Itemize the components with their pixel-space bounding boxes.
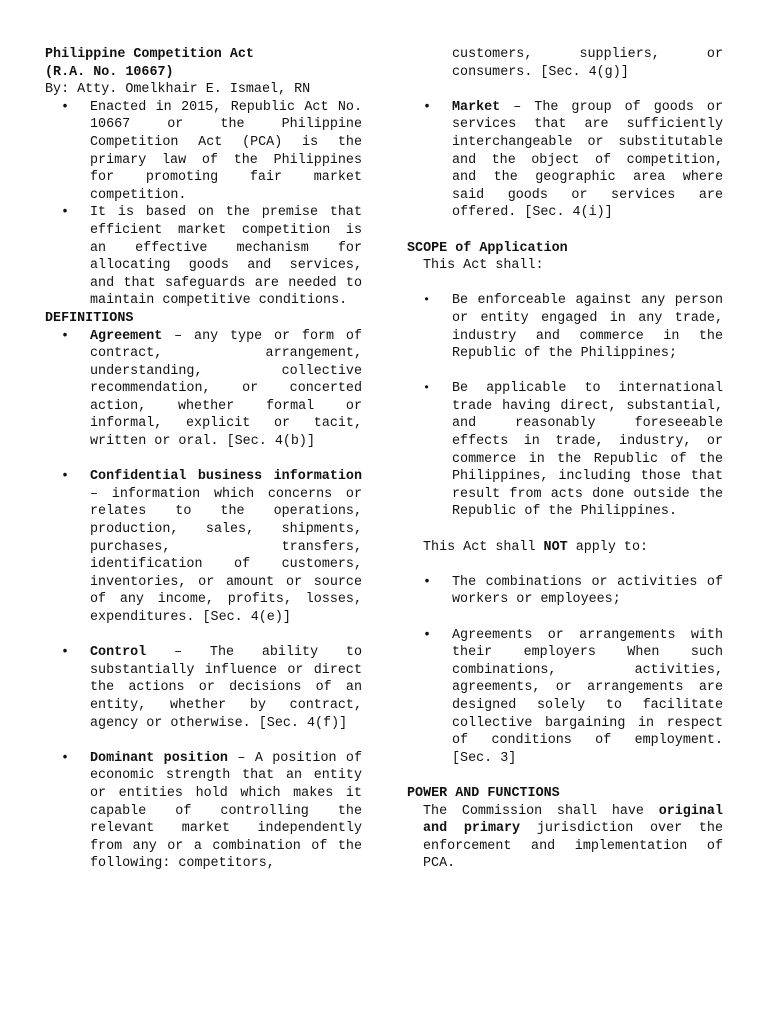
list-item: • Enacted in 2015, Republic Act No. 10667 or the Philippine Competition Act (PCA) is the primary law of the Philippines for promoting fair market competition.	[61, 99, 362, 203]
scope-intro: This Act shall:	[423, 258, 544, 274]
definition-text: – information which concerns or relates to the operations, production, sales, shipments, purchases, transfers, identification of customers, inventories, or amount or source of any income, profits, losses, expenditures. [Sec. 4(e)]	[90, 486, 362, 625]
bullet-icon: •	[423, 627, 432, 643]
scope-list	[407, 292, 723, 521]
bullet-icon: •	[61, 205, 70, 221]
left-column	[45, 46, 362, 873]
power-heading: POWER AND FUNCTIONS	[407, 785, 560, 801]
definition-text: – any type or form of contract, arrangement, understanding, collective recommendation, or concerted action, whether formal or informal, explicit or tacit, written or oral. [Sec. 4(b)]	[90, 328, 362, 450]
definition-term: Agreement	[90, 328, 163, 344]
definition-text: – The ability to substantially influence or direct the actions or decisions of an entity, whether by contract, agency or otherwise. [Sec. 4(f)]	[90, 645, 362, 731]
definition-market	[407, 99, 723, 222]
right-column	[407, 46, 723, 873]
intro-list	[45, 99, 362, 310]
definition-dominant-position	[45, 750, 362, 873]
definition-control	[45, 644, 362, 732]
definitions-list	[45, 328, 362, 873]
list-item: • Be applicable to international trade having direct, substantial, and reasonably foreseeable effects in trade, industry, or commerce in the Republic of the Philippines, including those that result from acts done outside the Republic of the Philippines.	[423, 381, 723, 520]
definition-term: Market	[452, 99, 501, 115]
bullet-icon: •	[423, 381, 431, 396]
list-item: • Be enforceable against any person or entity engaged in any trade, industry and commerce in the Republic of the Philippines;	[423, 293, 723, 362]
definition-term: Control	[90, 645, 147, 661]
definition-dominant-continued: customers, suppliers, or consumers. [Sec. 4(g)]	[452, 47, 723, 80]
list-item: • It is based on the premise that efficient market competition is an effective mechanism for allocating goods and services, and that safeguards are needed to maintain competitive conditions.	[61, 205, 362, 309]
bullet-icon: •	[61, 99, 70, 115]
definition-text: – The group of goods or services that are sufficiently interchangeable or substitutable and the object of competition, and the geographic area where said goods or services are offered. [Sec. 4(i)]	[452, 99, 723, 221]
definition-term: Dominant position	[90, 750, 228, 766]
definitions-heading: DEFINITIONS	[45, 310, 134, 326]
scope-heading: SCOPE of Application	[407, 240, 568, 256]
definition-term: Confidential business information	[90, 469, 362, 485]
bullet-icon: •	[423, 99, 432, 115]
not-apply-intro: This Act shall NOT apply to:	[423, 539, 649, 555]
definition-confidential-info	[45, 468, 362, 626]
list-item: • The combinations or activities of workers or employees;	[423, 574, 723, 608]
author-line: By: Atty. Omelkhair E. Ismael, RN	[45, 82, 311, 98]
bullet-icon: •	[61, 328, 70, 344]
not-apply-list	[407, 574, 723, 768]
power-text: The Commission shall have original and primary jurisdiction over the enforcement and implementation of PCA.	[423, 803, 723, 872]
document-title: Philippine Competition Act	[45, 47, 254, 62]
bullet-icon: •	[423, 574, 432, 590]
list-item: • Agreements or arrangements with their employers When such combinations, activities, agreements, or arrangements are designed solely to facilitate collective bargaining in respect of conditions of employment. [Sec. 3]	[423, 627, 723, 766]
bullet-icon: •	[423, 293, 431, 308]
bullet-icon: •	[61, 469, 70, 485]
document-subtitle: (R.A. No. 10667)	[45, 64, 174, 80]
bullet-icon: •	[61, 750, 70, 766]
definition-agreement	[45, 328, 362, 451]
definition-text: – A position of economic strength that an entity or entities hold which makes it capable of controlling the relevant market independently from any or a combination of the following: competitors,	[90, 750, 363, 872]
bullet-icon: •	[61, 645, 70, 661]
